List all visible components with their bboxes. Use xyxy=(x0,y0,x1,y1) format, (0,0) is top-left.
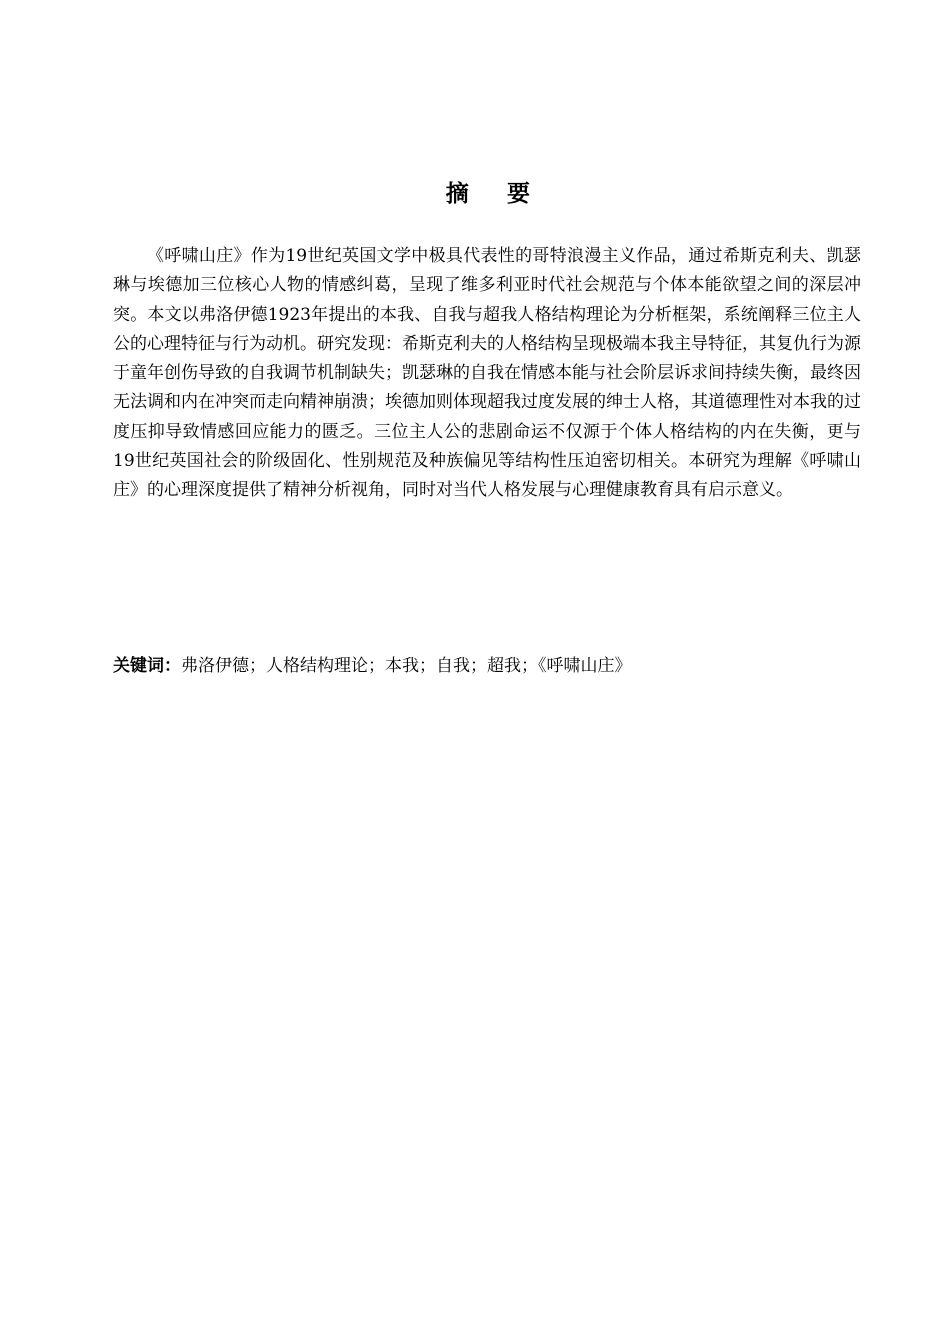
keywords-list: 弗洛伊德；人格结构理论；本我；自我；超我；《呼啸山庄》 xyxy=(181,656,632,676)
keywords-line xyxy=(113,652,861,681)
abstract-heading-char-2: 要 xyxy=(507,181,531,207)
abstract-heading-char-1: 摘 xyxy=(445,181,469,207)
abstract-heading xyxy=(0,178,950,210)
keywords-label: 关键词： xyxy=(113,656,181,676)
abstract-paragraph: 《呼啸山庄》作为19世纪英国文学中极具代表性的哥特浪漫主义作品，通过希斯克利夫、凯瑟琳与埃德加三位核心人物的情感纠葛，呈现了维多利亚时代社会规范与个体本能欲望之间的深层冲突。本文以弗洛伊德1923年提出的本我、自我与超我人格结构理论为分析框架，系统阐释三位主人公的心理特征与行为动机。研究发现：希斯克利夫的人格结构呈现极端本我主导特征，其复仇行为源于童年创伤导致的自我调节机制缺失；凯瑟琳的自我在情感本能与社会阶层诉求间持续失衡，最终因无法调和内在冲突而走向精神崩溃；埃德加则体现超我过度发展的绅士人格，其道德理性对本我的过度压抑导致情感回应能力的匮乏。三位主人公的悲剧命运不仅源于个体人格结构的内在失衡，更与19世纪英国社会的阶级固化、性别规范及种族偏见等结构性压迫密切相关。本研究为理解《呼啸山庄》的心理深度提供了精神分析视角，同时对当代人格发展与心理健康教育具有启示意义。 xyxy=(113,246,861,501)
